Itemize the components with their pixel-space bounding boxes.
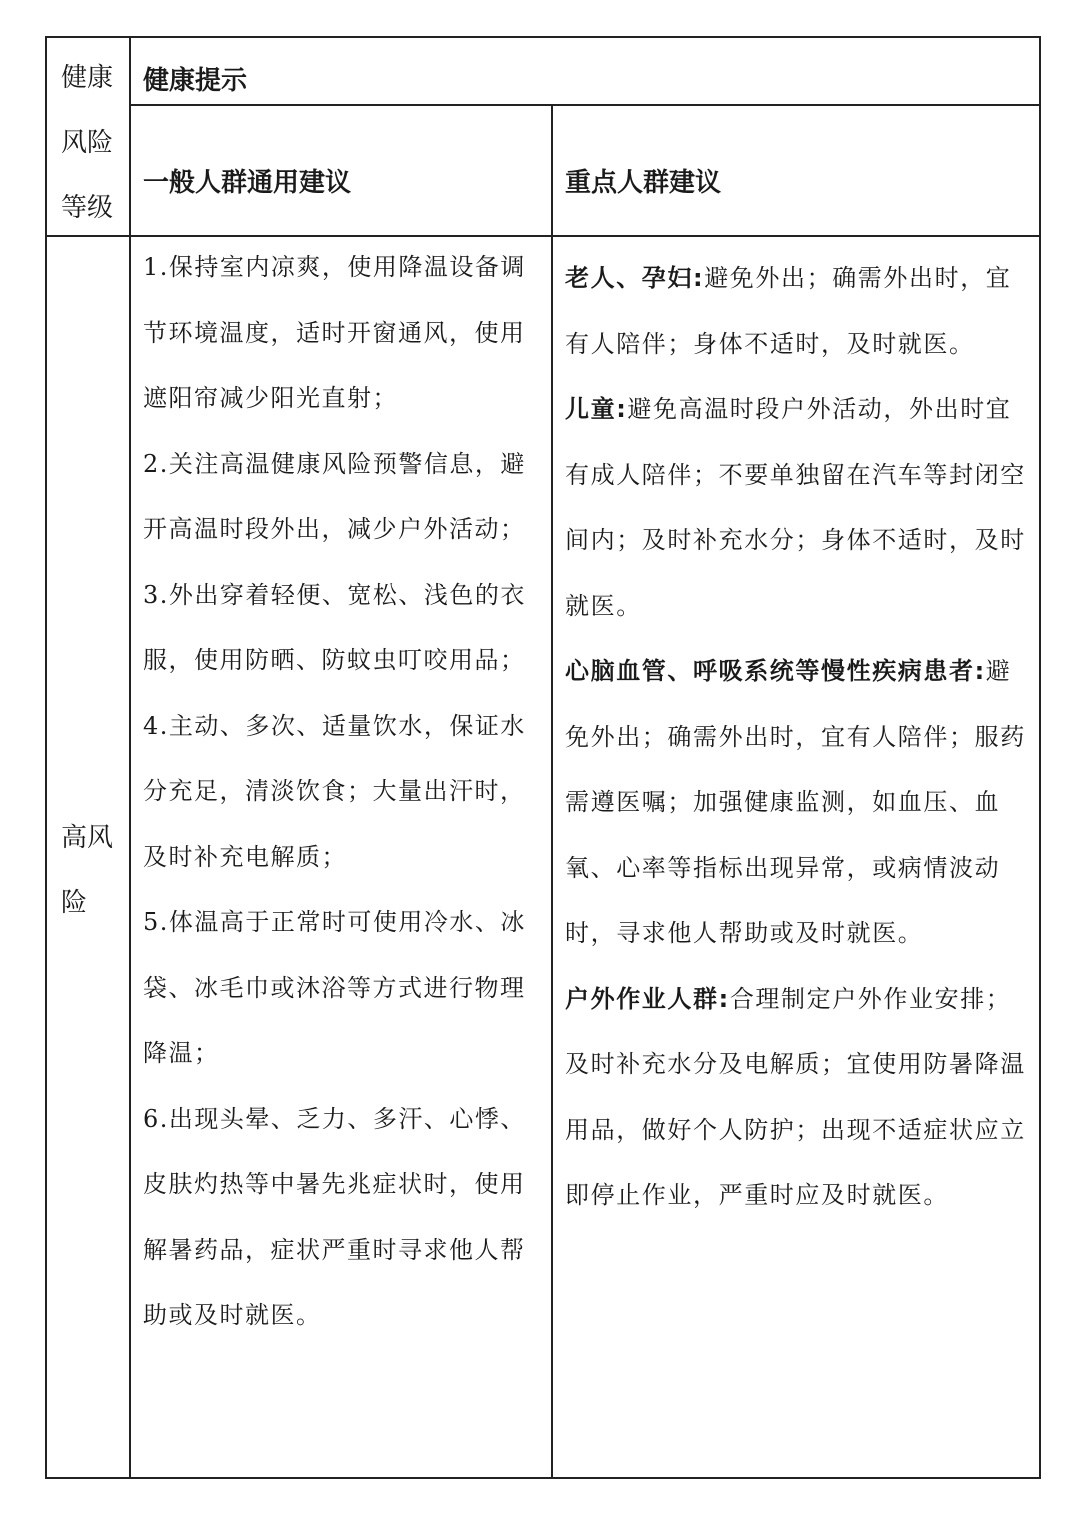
key-group-text: 合理制定户外作业安排；及时补充水分及电解质；宜使用防暑降温用品，做好个人防护；出现不适症状应立即停止作业，严重时应及时就医。 <box>565 984 1026 1209</box>
key-group-children <box>565 377 1033 639</box>
general-advice-item-5: 5.体温高于正常时可使用冷水、冰袋、冰毛巾或沐浴等方式进行物理降温； <box>143 908 526 1067</box>
health-risk-table <box>45 36 1041 1479</box>
risk-level-value <box>61 806 127 936</box>
general-advice-item-4: 4.主动、多次、适量饮水，保证水分充足，清淡饮食；大量出汗时，及时补充电解质； <box>143 711 526 871</box>
key-group-text: 避免高温时段户外活动，外出时宜有成人陪伴；不要单独留在汽车等封闭空间内；及时补充水分；身体不适时，及时就医。 <box>565 395 1026 620</box>
health-tips-header: 健康提示 <box>143 66 248 96</box>
key-groups-header: 重点人群建议 <box>565 168 722 198</box>
column-divider-groups <box>551 104 553 1479</box>
key-group-elderly-pregnant <box>565 246 1033 377</box>
risk-header-line-3: 等级 <box>61 193 114 223</box>
risk-level-header <box>61 46 127 241</box>
column-divider-risk <box>129 38 131 1479</box>
key-group-text: 避免外出；确需外出时，宜有人陪伴；身体不适时，及时就医。 <box>565 264 1012 358</box>
key-group-chronic-patients <box>565 639 1033 967</box>
row-divider-tips <box>131 104 1041 106</box>
key-group-text: 避免外出；确需外出时，宜有人陪伴；服药需遵医嘱；加强健康监测，如血压、血氧、心率等指标出现异常，或病情波动时，寻求他人帮助或及时就医。 <box>565 657 1026 947</box>
risk-level-line-2: 险 <box>61 888 88 918</box>
key-groups-cell <box>565 246 1033 1229</box>
general-advice-header: 一般人群通用建议 <box>143 168 352 198</box>
key-group-label: 儿童: <box>565 395 628 423</box>
risk-level-line-1: 高风 <box>61 823 114 853</box>
key-group-label: 老人、孕妇: <box>565 264 705 292</box>
general-advice-item-1: 1.保持室内凉爽，使用降温设备调节环境温度，适时开窗通风，使用遮阳帘减少阳光直射； <box>143 253 526 412</box>
risk-header-line-2: 风险 <box>61 128 114 158</box>
general-advice-item-2: 2.关注高温健康风险预警信息，避开高温时段外出，减少户外活动； <box>143 449 526 543</box>
key-group-label: 心脑血管、呼吸系统等慢性疾病患者: <box>565 657 986 685</box>
general-advice-item-6: 6.出现头晕、乏力、多汗、心悸、皮肤灼热等中暑先兆症状时，使用解暑药品，症状严重时寻求他人帮助或及时就医。 <box>143 1104 526 1329</box>
key-group-outdoor-workers <box>565 967 1033 1229</box>
general-advice-item-3: 3.外出穿着轻便、宽松、浅色的衣服，使用防晒、防蚊虫叮咬用品； <box>143 580 526 674</box>
general-advice-cell <box>143 235 543 1349</box>
key-group-label: 户外作业人群: <box>565 984 730 1013</box>
risk-header-line-1: 健康 <box>61 63 114 93</box>
